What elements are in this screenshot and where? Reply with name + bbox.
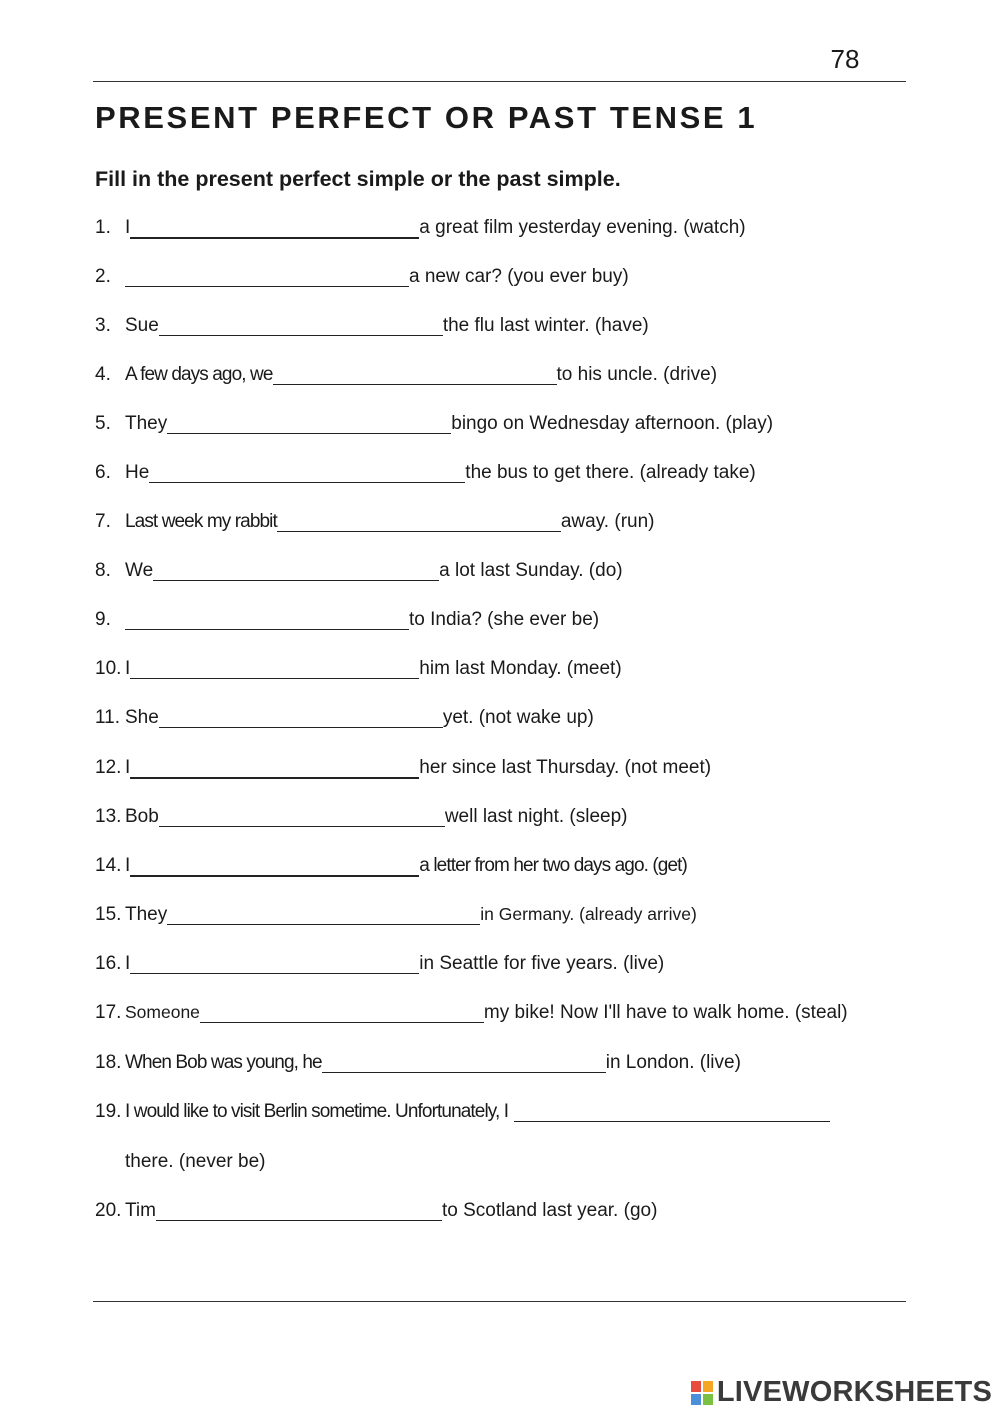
exercise-item-9: [95, 609, 599, 639]
item-text-before: Sue: [125, 315, 159, 336]
item-text-before: I: [125, 953, 131, 974]
item-text-after: in London. (live): [605, 1052, 741, 1073]
item-text-before: We: [125, 560, 154, 581]
answer-blank-17[interactable]: [200, 1004, 484, 1023]
item-text-before: I: [125, 217, 131, 238]
item-text-before: Last week my rabbit: [125, 511, 277, 532]
item-text-after: her since last Thursday. (not meet): [419, 757, 712, 778]
item-text-after: well last night. (sleep): [444, 806, 628, 827]
exercise-item-1: [95, 217, 746, 247]
item-number: 2.: [95, 266, 111, 287]
logo-block: [703, 1381, 713, 1392]
answer-blank-15[interactable]: [167, 906, 480, 925]
item-text-after: my bike! Now I'll have to walk home. (steal): [483, 1002, 848, 1023]
exercise-item-14: [95, 855, 687, 885]
item-number: 4.: [95, 364, 111, 385]
exercise-item-7: [95, 511, 654, 541]
item-number: 15.: [95, 904, 122, 925]
exercise-item-17: [95, 1002, 848, 1032]
exercise-item-18: [95, 1052, 741, 1082]
logo-block: [691, 1394, 701, 1405]
item-text-before: Bob: [125, 806, 159, 827]
logo-block: [691, 1381, 701, 1392]
answer-blank-2[interactable]: [125, 268, 409, 287]
exercise-item-15: [95, 904, 697, 934]
logo-block: [703, 1394, 713, 1405]
item-text-before: I would like to visit Berlin sometime. Unfortunately, I: [125, 1101, 509, 1122]
page-number: 78: [830, 44, 860, 74]
item-text-before: I: [125, 757, 131, 778]
item-text-after: to his uncle. (drive): [556, 364, 718, 385]
exercise-item-19-continuation: there. (never be): [125, 1151, 266, 1172]
exercise-item-19: [95, 1101, 830, 1131]
item-text-before: When Bob was young, he: [125, 1052, 322, 1073]
item-number: 8.: [95, 560, 111, 581]
item-text-before: A few days ago, we: [125, 364, 273, 385]
item-text-before: They: [125, 904, 168, 925]
item-number: 5.: [95, 413, 111, 434]
item-number: 12.: [95, 757, 122, 778]
item-number: 3.: [95, 315, 111, 336]
item-number: 1.: [95, 217, 111, 238]
bottom-divider: [93, 1301, 906, 1302]
item-text-before: Someone: [125, 1002, 200, 1022]
answer-blank-18[interactable]: [322, 1054, 606, 1073]
exercise-item-8: [95, 560, 623, 590]
exercise-item-12: [95, 757, 711, 787]
item-text-after: yet. (not wake up): [442, 707, 594, 728]
exercise-item-2: [95, 266, 629, 296]
item-text-after: bingo on Wednesday afternoon. (play): [451, 413, 774, 434]
item-text-after: the bus to get there. (already take): [465, 462, 756, 483]
item-text-after: away. (run): [560, 511, 655, 532]
item-text-after: to India? (she ever be): [409, 609, 600, 630]
item-number: 9.: [95, 609, 111, 630]
exercise-item-13: [95, 806, 628, 836]
item-text-before: Tim: [125, 1200, 156, 1221]
item-text-after: in Seattle for five years. (live): [419, 953, 665, 974]
item-text-after: the flu last winter. (have): [442, 315, 649, 336]
item-text-before: I: [125, 658, 131, 679]
item-text-before: He: [125, 462, 150, 483]
answer-blank-8[interactable]: [153, 562, 439, 581]
exercise-item-10: [95, 658, 622, 688]
answer-blank-16[interactable]: [130, 955, 419, 974]
item-text-after: a letter from her two days ago. (get): [419, 855, 687, 876]
top-divider: [93, 81, 906, 82]
answer-blank-12[interactable]: [130, 759, 419, 779]
answer-blank-19[interactable]: [514, 1103, 830, 1122]
exercise-item-6: [95, 462, 756, 492]
answer-blank-14[interactable]: [130, 857, 419, 877]
exercise-item-3: [95, 315, 649, 345]
item-number: 17.: [95, 1002, 122, 1023]
item-text-after: a new car? (you ever buy): [409, 266, 629, 287]
logo-text: LIVEWORKSHEETS: [716, 1376, 992, 1408]
answer-blank-5[interactable]: [167, 415, 451, 434]
answer-blank-1[interactable]: [130, 219, 419, 239]
exercise-item-20: [95, 1200, 657, 1230]
exercise-item-11: [95, 707, 594, 737]
answer-blank-3[interactable]: [159, 317, 443, 336]
item-text-before: They: [125, 413, 168, 434]
item-number: 19.: [95, 1101, 122, 1122]
exercise-item-4: [95, 364, 717, 394]
answer-blank-9[interactable]: [125, 611, 409, 630]
liveworksheets-logo[interactable]: [691, 1376, 992, 1409]
item-text-after: a great film yesterday evening. (watch): [419, 217, 746, 238]
item-number: 11.: [95, 707, 121, 728]
item-number: 10.: [95, 658, 122, 679]
item-number: 14.: [95, 855, 122, 876]
item-text-before: She: [125, 707, 159, 728]
answer-blank-20[interactable]: [156, 1202, 442, 1221]
answer-blank-10[interactable]: [130, 660, 419, 679]
exercise-item-5: [95, 413, 773, 443]
item-number: 16.: [95, 953, 122, 974]
liveworksheets-logo-icon: [691, 1381, 713, 1405]
exercise-item-16: [95, 953, 664, 983]
answer-blank-4[interactable]: [273, 366, 557, 385]
item-text-after: to Scotland last year. (go): [441, 1200, 658, 1221]
item-number: 20.: [95, 1200, 122, 1221]
answer-blank-13[interactable]: [159, 808, 445, 827]
item-text-after: in Germany. (already arrive): [480, 904, 697, 924]
item-number: 18.: [95, 1052, 122, 1073]
item-text-after: a lot last Sunday. (do): [439, 560, 623, 581]
item-number: 13.: [95, 806, 122, 827]
answer-blank-7[interactable]: [277, 513, 561, 532]
answer-blank-6[interactable]: [149, 464, 465, 483]
answer-blank-11[interactable]: [159, 709, 443, 728]
item-text-before: I: [125, 855, 131, 876]
item-number: 6.: [95, 462, 111, 483]
item-text-after: him last Monday. (meet): [419, 658, 622, 679]
worksheet-title: PRESENT PERFECT OR PAST TENSE 1: [95, 100, 758, 135]
item-number: 7.: [95, 511, 111, 532]
instruction-text: Fill in the present perfect simple or the past simple.: [95, 167, 621, 191]
